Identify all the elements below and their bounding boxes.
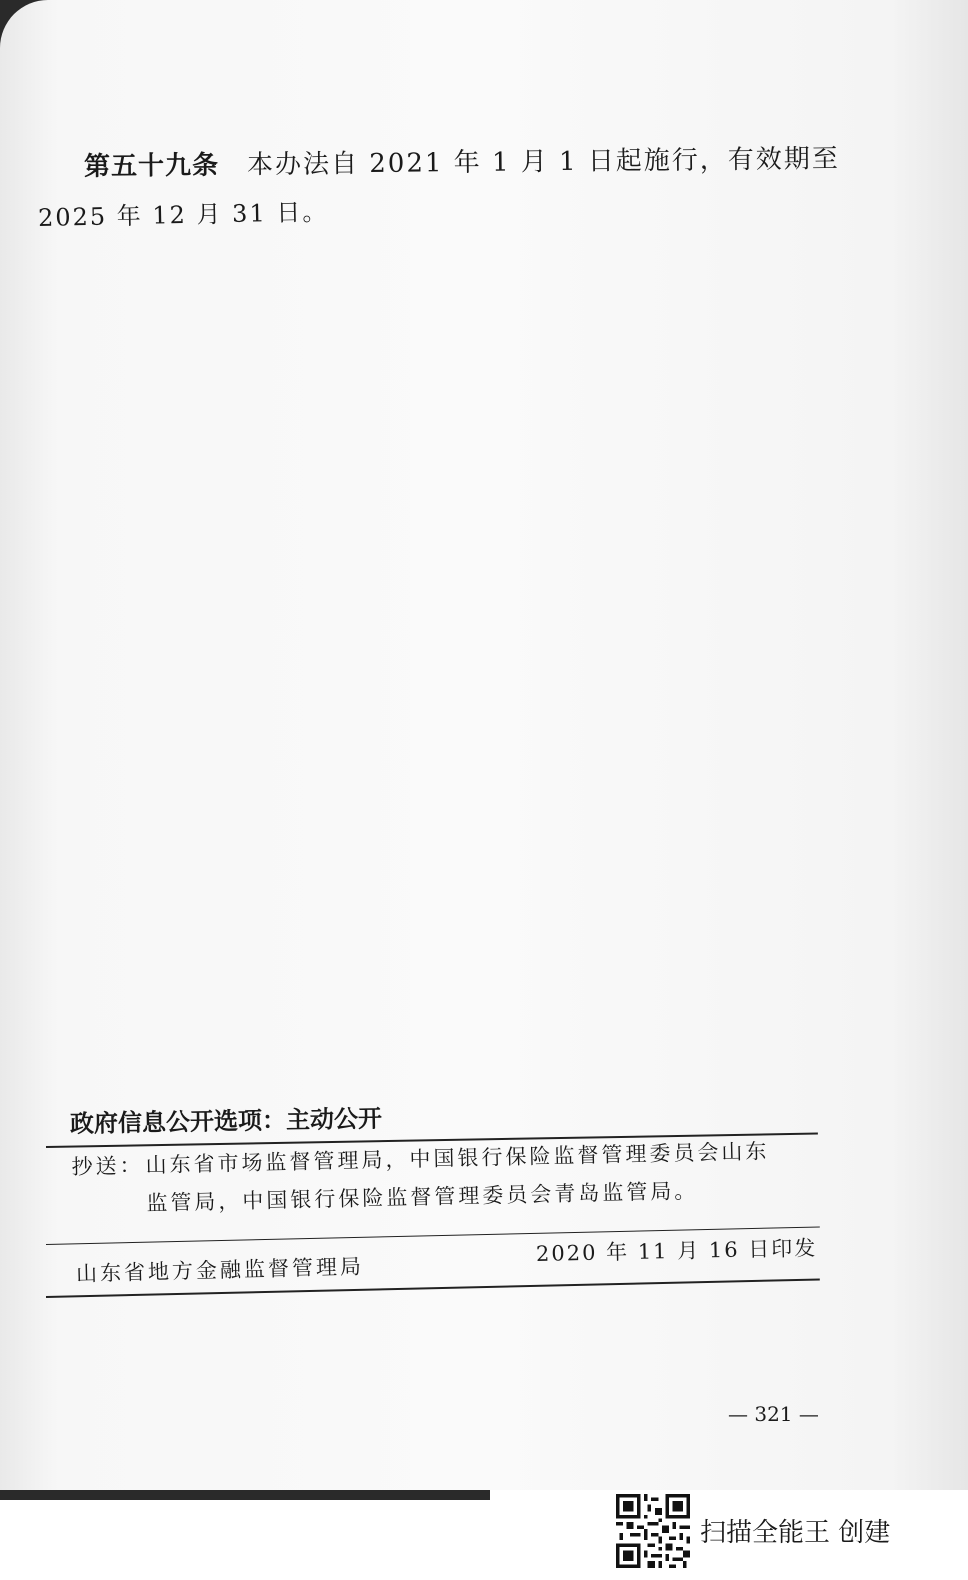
issuer: 山东省地方金融监督管理局 [75,1254,365,1286]
info-disclosure: 政府信息公开选项：主动公开 [69,1104,383,1138]
page-number: — 321 — [728,1402,819,1426]
footer-shadow [0,1490,490,1500]
article-line-1 [84,138,844,183]
article-text-2: 2025 年 12 月 31 日。 [37,197,329,232]
qr-code-icon [616,1494,690,1568]
article-text-1: 本办法自 2021 年 1 月 1 日起施行，有效期至 [246,144,841,181]
cc-line-2: 监管局，中国银行保险监督管理委员会青岛监管局。 [146,1178,699,1216]
cc-block [71,1132,793,1224]
print-date: 2020 年 11 月 16 日印发 [535,1236,818,1266]
scanner-brand: 扫描全能王 创建 [700,1518,891,1548]
cc-line-1: 山东省市场监督管理局，中国银行保险监督管理委员会山东 [145,1139,770,1178]
article-number: 第五十九条 [83,150,220,182]
cc-label: 抄送： [71,1153,144,1180]
